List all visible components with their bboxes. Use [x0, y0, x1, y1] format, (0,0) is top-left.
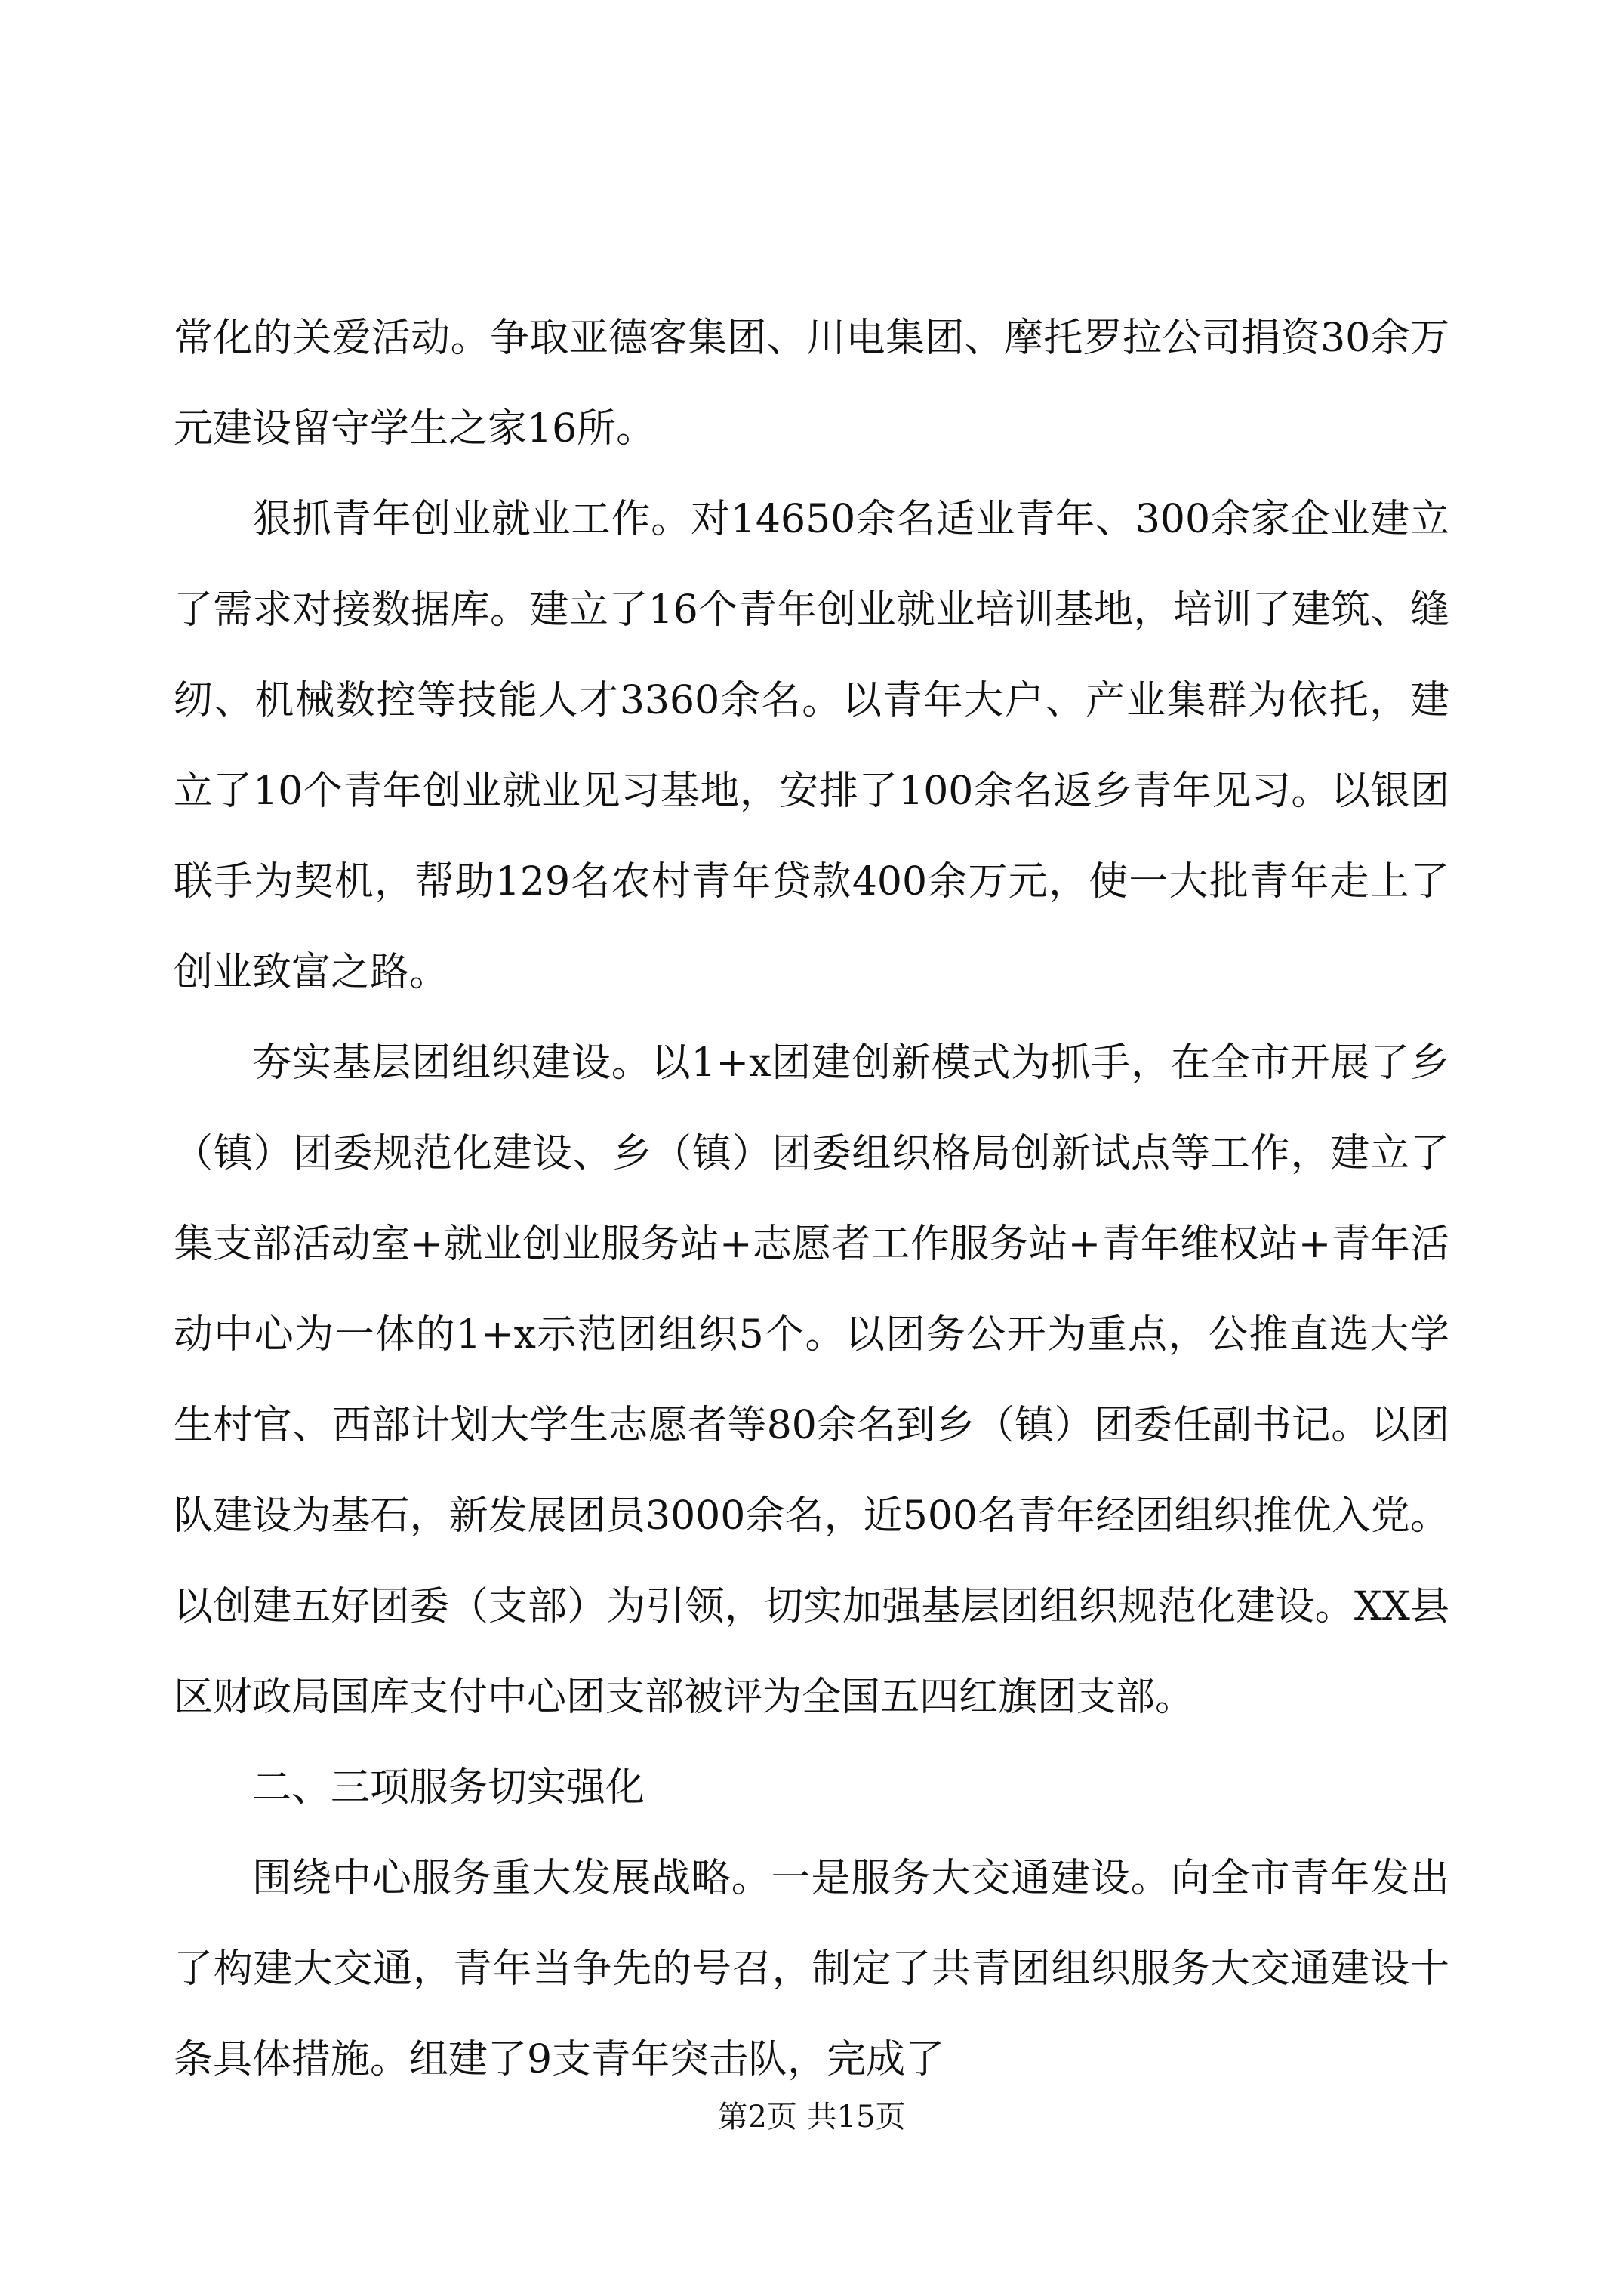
paragraph-continuation: 常化的关爱活动。争取亚德客集团、川电集团、摩托罗拉公司捐资30余万元建设留守学生之家16所。: [174, 316, 1449, 451]
paragraph-youth-employment: 狠抓青年创业就业工作。对14650余名适业青年、300余家企业建立了需求对接数据库。建立了16个青年创业就业培训基地，培训了建筑、缝纫、机械数控等技能人才3360余名。以青年大户、产业集群为依托，建立了10个青年创业就业见习基地，安排了100余名返乡青年见习。以银团联手为契机，帮助129名农村青年贷款400余万元，使一大批青年走上了创业致富之路。: [174, 497, 1449, 995]
body-text: [174, 293, 1449, 2105]
section-heading: 二、三项服务切实强化: [252, 1765, 645, 1811]
paragraph-development-strategy: 围绕中心服务重大发展战略。一是服务大交通建设。向全市青年发出了构建大交通，青年当争先的号召，制定了共青团组织服务大交通建设十条具体措施。组建了9支青年突击队，完成了: [174, 1856, 1449, 2082]
page-number-footer: 第2页 共15页: [717, 2100, 906, 2134]
paragraph-grassroots-organization: 夯实基层团组织建设。以1+x团建创新模式为抓手，在全市开展了乡（镇）团委规范化建设、乡（镇）团委组织格局创新试点等工作，建立了集支部活动室+就业创业服务站+志愿者工作服务站+青年维权站+青年活动中心为一体的1+x示范团组织5个。以团务公开为重点，公推直选大学生村官、西部计划大学生志愿者等80余名到乡（镇）团委任副书记。以团队建设为基石，新发展团员3000余名，近500名青年经团组织推优入党。以创建五好团委（支部）为引领，切实加强基层团组织规范化建设。XX县区财政局国库支付中心团支部被评为全国五四红旗团支部。: [174, 1040, 1449, 1720]
